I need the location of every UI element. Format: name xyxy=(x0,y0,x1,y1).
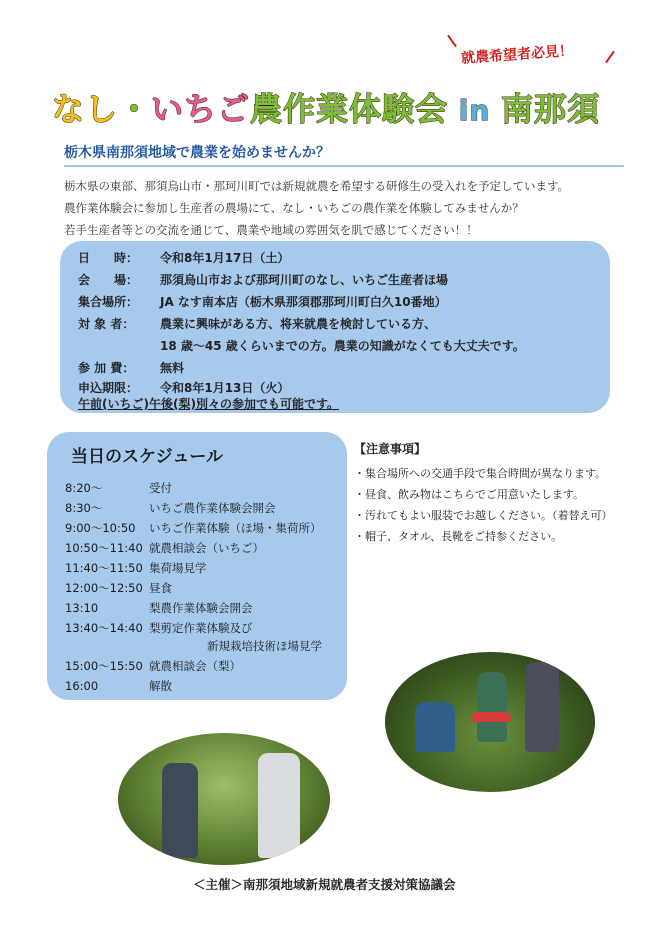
schedule-row xyxy=(65,600,253,616)
schedule-row xyxy=(65,658,241,674)
schedule-time: 13:40～14:40 xyxy=(65,621,143,635)
schedule-time: 16:00 xyxy=(65,679,99,693)
schedule-time: 12:00～12:50 xyxy=(65,581,143,595)
strawberry-tray xyxy=(471,712,511,722)
intro-line: 農作業体験会に参加し生産者の農場にて、なし・いちごの農作業を体験してみませんか？ xyxy=(64,201,524,215)
title-main: 農作業体験会 xyxy=(250,90,449,128)
subtitle: 栃木県南那須地域で農業を始めませんか？ xyxy=(64,142,624,167)
info-date xyxy=(78,249,289,266)
info-date-label: 日 時： xyxy=(78,251,139,265)
schedule-event: 就農相談会（梨） xyxy=(149,659,241,673)
schedule-row xyxy=(65,500,276,516)
callout-mark-left xyxy=(447,35,457,48)
schedule-box xyxy=(47,432,347,700)
organizer-footer: ＜主催＞南那須地域新規就農者支援対策協議会 xyxy=(193,877,456,892)
pear-orchard-photo xyxy=(118,733,330,865)
person-figure xyxy=(525,662,559,752)
schedule-row xyxy=(207,638,322,654)
info-meeting-value: JA なす南本店（栃木県那須郡那珂川町白久10番地） xyxy=(160,295,447,309)
info-target xyxy=(78,315,436,332)
schedule-event: 解散 xyxy=(149,679,172,693)
schedule-time: 15:00～15:50 xyxy=(65,659,143,673)
note-item: ・汚れてもよい服装でお越しください。（着替え可） xyxy=(354,509,613,522)
info-fee-label: 参 加 費： xyxy=(78,361,135,375)
schedule-time: 8:20～ xyxy=(65,481,103,495)
info-meeting-label: 集合場所： xyxy=(78,295,139,309)
intro-text xyxy=(64,175,624,241)
catchphrase-callout xyxy=(445,36,625,76)
title-ichigo: いちご xyxy=(151,90,251,128)
info-deadline-label: 申込期限： xyxy=(78,381,139,395)
schedule-event: いちご作業体験（ほ場・集荷所） xyxy=(149,521,322,535)
schedule-event: 梨剪定作業体験及び xyxy=(149,621,253,635)
info-note: 午前(いちご)午後(梨)別々の参加でも可能です。 xyxy=(78,397,339,411)
person-figure xyxy=(477,672,507,742)
title-dot: ・ xyxy=(118,90,152,128)
callout-mark-right xyxy=(605,51,615,64)
page-title xyxy=(52,84,642,130)
info-target-cont: 18 歳～45 歳くらいまでの方。農業の知識がなくても大丈夫です。 xyxy=(160,339,525,353)
schedule-time: 9:00～10:50 xyxy=(65,521,136,535)
schedule-time: 8:30～ xyxy=(65,501,103,515)
info-fee-value: 無料 xyxy=(160,361,185,375)
schedule-title: 当日のスケジュール xyxy=(71,447,223,467)
intro-line: 栃木県の東部、那須烏山市・那珂川町では新規就農を希望する研修生の受入れを予定しています。 xyxy=(64,179,570,193)
schedule-event: 就農相談会（いちご） xyxy=(149,541,264,555)
schedule-row xyxy=(65,580,172,596)
schedule-time: 13:10 xyxy=(65,601,99,615)
info-deadline-value: 令和8年1月13日（火） xyxy=(160,381,290,395)
catchphrase-text: 就農希望者必見！ xyxy=(460,43,574,67)
schedule-row xyxy=(65,560,207,576)
note-item: ・昼食、飲み物はこちらでご用意いたします。 xyxy=(354,488,585,501)
notes-section xyxy=(354,440,654,547)
strawberry-greenhouse-photo xyxy=(385,652,595,792)
info-meeting xyxy=(78,293,447,310)
info-deadline xyxy=(78,379,289,396)
schedule-event: 新規栽培技術ほ場見学 xyxy=(207,639,322,653)
schedule-row xyxy=(65,520,322,536)
person-figure xyxy=(415,702,455,752)
title-nashi: なし xyxy=(52,90,119,128)
title-in: in xyxy=(448,94,502,127)
person-figure xyxy=(162,763,198,858)
schedule-event: 受付 xyxy=(149,481,172,495)
info-venue-label: 会 場： xyxy=(78,273,139,287)
schedule-row xyxy=(65,480,172,496)
note-item: ・集合場所への交通手段で集合時間が異なります。 xyxy=(354,467,607,480)
event-info-box xyxy=(60,241,610,413)
person-figure xyxy=(258,753,300,858)
schedule-time: 11:40～11:50 xyxy=(65,561,143,575)
schedule-row xyxy=(65,540,264,556)
info-fee xyxy=(78,359,184,376)
title-place: 南那須 xyxy=(501,90,601,128)
schedule-time: 10:50～11:40 xyxy=(65,541,143,555)
info-target-label: 対 象 者： xyxy=(78,317,135,331)
info-venue-value: 那須烏山市および那珂川町のなし、いちご生産者ほ場 xyxy=(160,273,449,287)
notes-title: 【注意事項】 xyxy=(354,442,427,456)
intro-line: 若手生産者等との交流を通じて、農業や地域の雰囲気を肌で感じてください！！ xyxy=(64,223,478,237)
schedule-event: 昼食 xyxy=(149,581,172,595)
schedule-row xyxy=(65,620,253,636)
info-target-value: 農業に興味がある方、将来就農を検討している方、 xyxy=(160,317,437,331)
schedule-event: いちご農作業体験会開会 xyxy=(149,501,276,515)
info-venue xyxy=(78,271,448,288)
schedule-row xyxy=(65,678,172,694)
note-item: ・帽子、タオル、長靴をご持参ください。 xyxy=(354,530,563,543)
info-date-value: 令和8年1月17日（土） xyxy=(160,251,290,265)
schedule-event: 集荷場見学 xyxy=(149,561,207,575)
schedule-event: 梨農作業体験会開会 xyxy=(149,601,253,615)
